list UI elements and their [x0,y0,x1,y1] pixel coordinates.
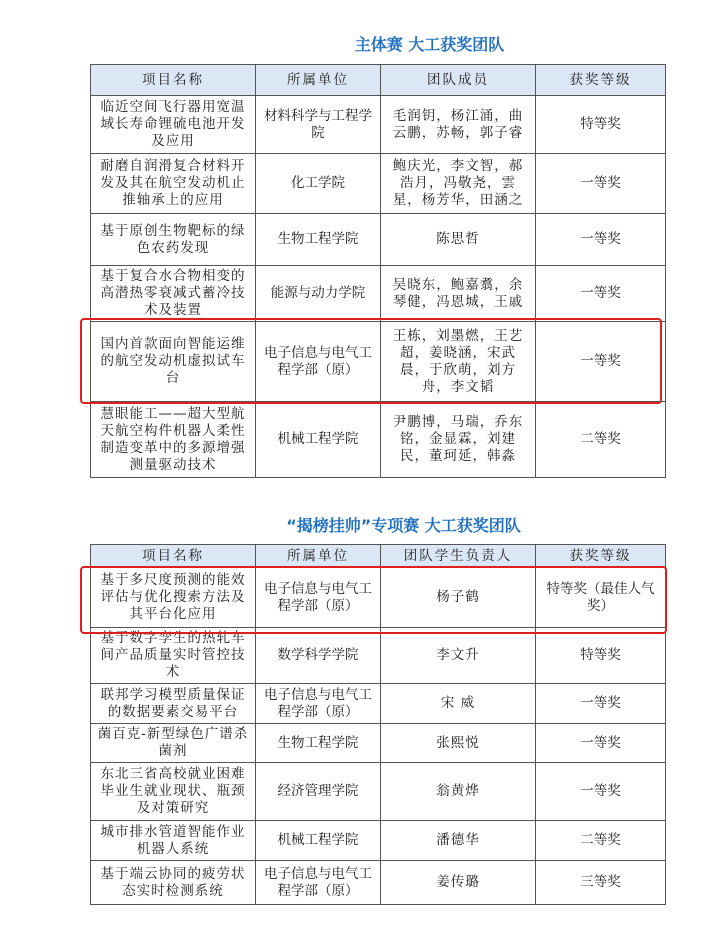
cell-unit: 材料科学与工程学院 [256,96,381,154]
cell-members: 吴晓东，鲍嘉翥，余琴健，冯恩城，王戚 [381,266,536,322]
table-row [91,154,666,214]
cell-project: 国内首款面向智能运维的航空发动机虚拟试车台 [91,322,256,402]
table-row [91,214,666,266]
header-award: 获奖等级 [536,545,666,568]
cell-award: 二等奖 [536,402,666,478]
table-row [91,684,666,724]
cell-award: 特等奖（最佳人气奖） [536,568,666,628]
cell-unit: 能源与动力学院 [256,266,381,322]
table-row [91,402,666,478]
header-unit: 所属单位 [256,65,381,96]
cell-award: 三等奖 [536,861,666,905]
cell-members: 宋 威 [381,684,536,724]
cell-award: 一等奖 [536,266,666,322]
cell-award: 特等奖 [536,628,666,684]
cell-members: 姜传璐 [381,861,536,905]
header-project: 项目名称 [91,545,256,568]
section1-title: 主体赛 大工获奖团队 [354,35,505,54]
cell-award: 一等奖 [536,684,666,724]
header-unit: 所属单位 [256,545,381,568]
cell-unit: 机械工程学院 [256,821,381,861]
header-members: 团队成员 [381,65,536,96]
cell-project: 耐磨自润滑复合材料开发及其在航空发动机止推轴承上的应用 [91,154,256,214]
table-row [91,861,666,905]
cell-unit: 经济管理学院 [256,763,381,821]
cell-members: 潘德华 [381,821,536,861]
cell-unit: 电子信息与电气工程学部（原） [256,568,381,628]
table-row [91,568,666,628]
cell-project: 基于数字孪生的热轧车间产品质量实时管控技术 [91,628,256,684]
cell-project: 基于原创生物靶标的绿色农药发现 [91,214,256,266]
cell-award: 一等奖 [536,322,666,402]
cell-unit: 机械工程学院 [256,402,381,478]
table-row [91,724,666,763]
cell-members: 鲍庆光，李文智，郝浩月，冯敬尧，雲星，杨芳华，田涵之 [381,154,536,214]
award-table-main [90,64,666,478]
table-header-row [91,545,666,568]
cell-members: 翁黄烨 [381,763,536,821]
cell-project: 基于复合水合物相变的高潜热零衰减式蓄冷技术及装置 [91,266,256,322]
table-row [91,821,666,861]
header-award: 获奖等级 [536,65,666,96]
cell-project: 东北三省高校就业困难毕业生就业现状、瓶颈及对策研究 [91,763,256,821]
cell-unit: 电子信息与电气工程学部（原） [256,322,381,402]
cell-project: 慧眼能工——超大型航天航空构件机器人柔性制造变革中的多源增强测量驱动技术 [91,402,256,478]
cell-award: 一等奖 [536,214,666,266]
cell-members: 张熙悦 [381,724,536,763]
table-row [91,628,666,684]
cell-members: 王栋，刘墨燃，王艺超，姜晓涵，宋武晨，于欣萌，刘方舟，李文韬 [381,322,536,402]
cell-members: 李文升 [381,628,536,684]
cell-award: 一等奖 [536,763,666,821]
cell-award: 二等奖 [536,821,666,861]
cell-members: 毛润钥，杨江涌，曲云鹏，苏畅，郭子睿 [381,96,536,154]
cell-award: 特等奖 [536,96,666,154]
table-row [91,96,666,154]
header-project: 项目名称 [91,65,256,96]
cell-unit: 电子信息与电气工程学部（原） [256,861,381,905]
cell-members: 尹鹏博，马瑞，乔东铭，金显霖，刘建民，董珂延，韩淼 [381,402,536,478]
cell-members: 陈思哲 [381,214,536,266]
cell-award: 一等奖 [536,724,666,763]
cell-project: 联邦学习模型质量保证的数据要素交易平台 [91,684,256,724]
header-members: 团队学生负责人 [381,545,536,568]
cell-unit: 数学科学学院 [256,628,381,684]
table-row [91,322,666,402]
cell-project: 菌百克-新型绿色广谱杀菌剂 [91,724,256,763]
cell-project: 城市排水管道智能作业机器人系统 [91,821,256,861]
cell-unit: 电子信息与电气工程学部（原） [256,684,381,724]
award-table-special [90,544,666,905]
cell-unit: 生物工程学院 [256,214,381,266]
cell-award: 一等奖 [536,154,666,214]
table-header-row [91,65,666,96]
cell-project: 临近空间飞行器用宽温域长寿命锂硫电池开发及应用 [91,96,256,154]
cell-project: 基于多尺度预测的能效评估与优化搜索方法及其平台化应用 [91,568,256,628]
cell-unit: 化工学院 [256,154,381,214]
cell-unit: 生物工程学院 [256,724,381,763]
cell-project: 基于端云协同的疲劳状态实时检测系统 [91,861,256,905]
table-row [91,763,666,821]
table-row [91,266,666,322]
cell-members: 杨子鹤 [381,568,536,628]
section2-title: “揭榜挂帅”专项赛 大工获奖团队 [286,516,521,535]
